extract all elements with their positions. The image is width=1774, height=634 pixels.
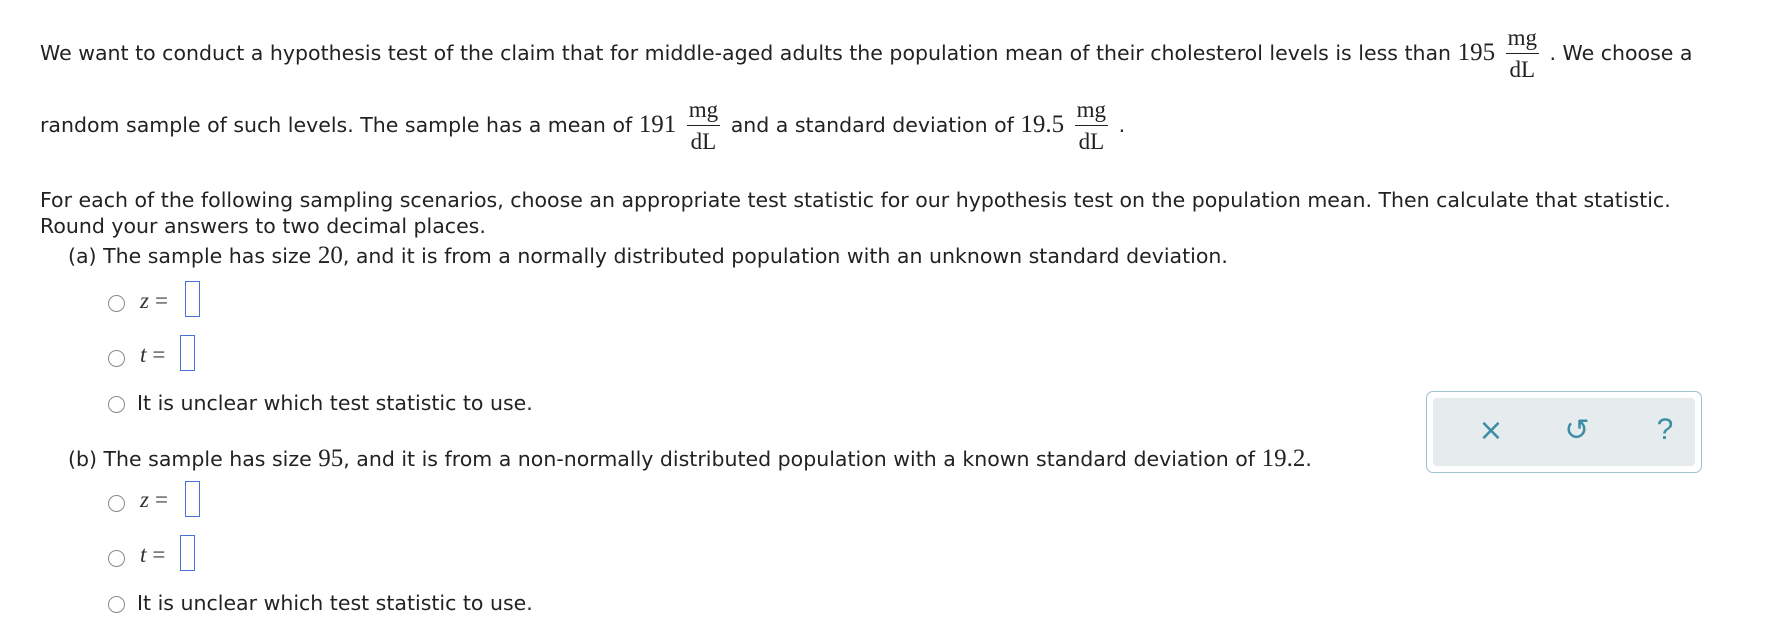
equals-sign: =: [154, 487, 168, 512]
part-b-unclear-label[interactable]: It is unclear which test statistic to use.: [137, 591, 533, 615]
part-a-unclear-label[interactable]: It is unclear which test statistic to use.: [137, 391, 533, 415]
undo-icon: ↺: [1564, 412, 1590, 448]
help-button[interactable]: [1647, 412, 1683, 448]
part-a-desc: , and it is from a normally distributed population with an unknown standard deviation.: [342, 244, 1228, 268]
problem-text: We want to conduct a hypothesis test of the claim that for middle-aged adults the population mean of their cholesterol levels is less than: [40, 41, 1452, 66]
part-b-prompt: [68, 445, 1312, 473]
problem-line-2: [40, 98, 1125, 154]
part-a-prompt: [68, 242, 1228, 270]
unit-fraction: [687, 98, 720, 154]
problem-text: .: [1118, 113, 1126, 138]
part-a-label: (a) The sample has size: [68, 244, 312, 268]
unit-numerator: mg: [687, 98, 720, 126]
answer-toolbar: [1426, 391, 1702, 473]
equals-sign: =: [152, 542, 166, 567]
equals-sign: =: [152, 342, 166, 367]
part-a-t-label: [140, 342, 165, 368]
unit-denominator: dL: [1509, 57, 1536, 83]
part-a-z-radio[interactable]: [108, 295, 125, 312]
toolbar-panel: [1433, 398, 1695, 466]
close-icon: ×: [1478, 412, 1504, 448]
problem-text: . We choose a: [1549, 41, 1693, 66]
part-a-size: 20: [317, 242, 343, 269]
part-a-z-input[interactable]: [185, 281, 200, 317]
claim-value: 195: [1457, 39, 1496, 67]
z-symbol: z: [140, 487, 149, 512]
part-b-z-label: [140, 487, 168, 513]
help-icon: ?: [1656, 413, 1674, 446]
problem-text: and a standard deviation of: [730, 113, 1014, 138]
z-symbol: z: [140, 288, 149, 313]
part-a-t-radio[interactable]: [108, 350, 125, 367]
part-b-desc-end: .: [1305, 447, 1312, 471]
equals-sign: =: [154, 288, 168, 313]
unit-denominator: dL: [690, 129, 717, 155]
t-symbol: t: [140, 542, 147, 567]
problem-line-1: [40, 26, 1692, 82]
part-a-unclear-radio[interactable]: [108, 396, 125, 413]
part-b-label: (b) The sample has size: [68, 447, 312, 471]
unit-fraction: [1506, 26, 1539, 82]
instructions-line-2: Round your answers to two decimal places.: [40, 214, 486, 238]
part-b-desc: , and it is from a non-normally distributed population with a known standard deviation of: [343, 447, 1256, 471]
part-b-t-label: [140, 542, 165, 568]
problem-text: random sample of such levels. The sample has a mean of: [40, 113, 633, 138]
unit-denominator: dL: [1078, 129, 1105, 155]
part-b-unclear-radio[interactable]: [108, 596, 125, 613]
part-a-z-label: [140, 288, 168, 314]
sample-sd: 19.5: [1020, 111, 1065, 139]
part-b-z-radio[interactable]: [108, 495, 125, 512]
part-b-t-input[interactable]: [180, 535, 195, 571]
t-symbol: t: [140, 342, 147, 367]
part-b-z-input[interactable]: [185, 481, 200, 517]
unit-numerator: mg: [1075, 98, 1108, 126]
instructions-line-1: For each of the following sampling scenarios, choose an appropriate test statistic for our hypothesis test on the population mean. Then calculate that statistic.: [40, 188, 1671, 212]
sample-mean: 191: [638, 111, 677, 139]
close-button[interactable]: [1473, 412, 1509, 448]
part-b-known-sd: 19.2: [1261, 445, 1306, 472]
undo-button[interactable]: [1559, 412, 1595, 448]
part-b-size: 95: [318, 445, 344, 472]
unit-fraction: [1075, 98, 1108, 154]
part-a-t-input[interactable]: [180, 335, 195, 371]
unit-numerator: mg: [1506, 26, 1539, 54]
part-b-t-radio[interactable]: [108, 550, 125, 567]
